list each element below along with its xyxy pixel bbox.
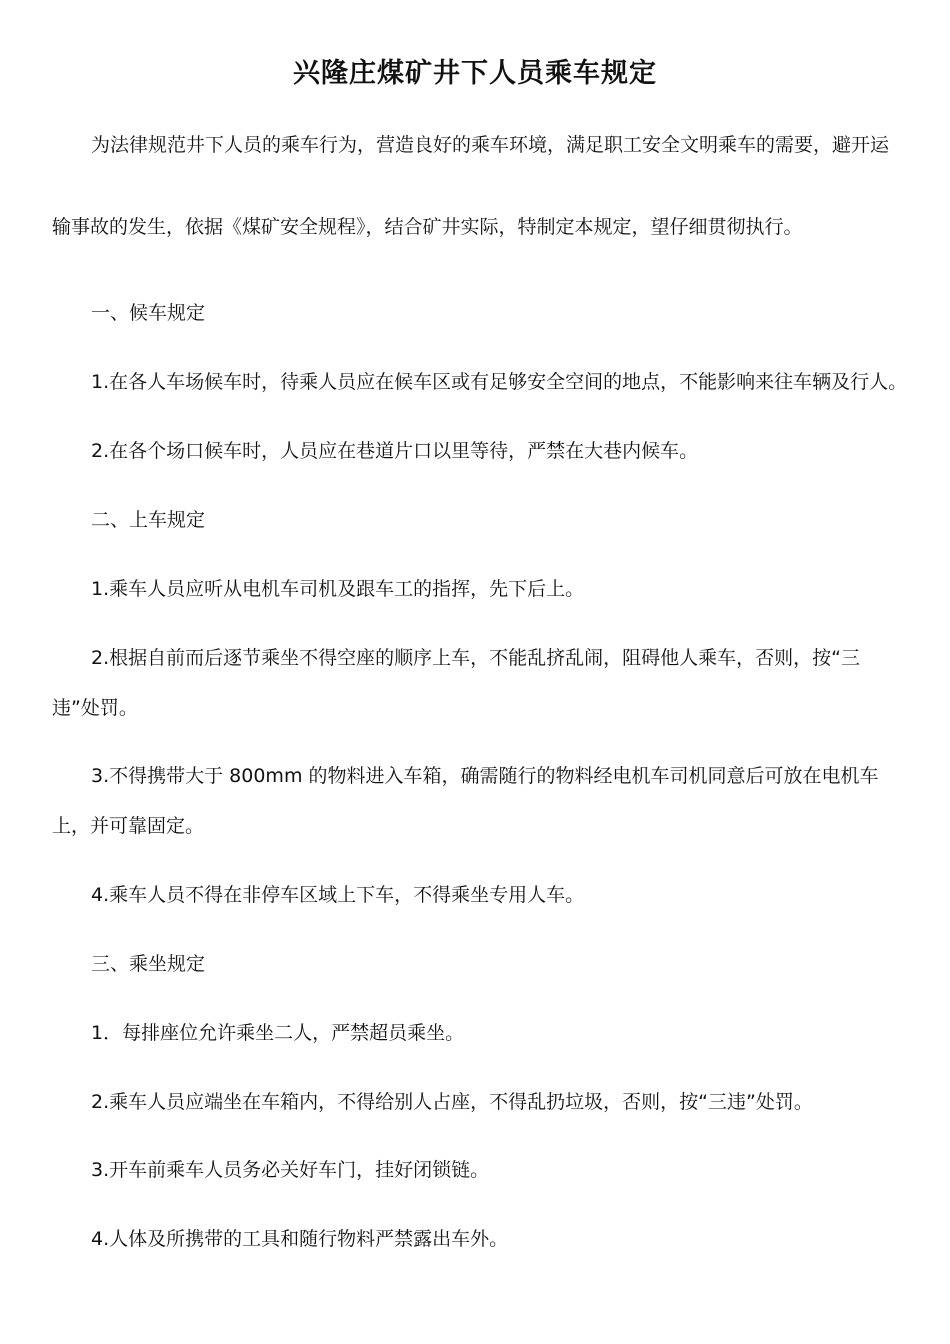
intro-paragraph-line-2: 输事故的发生，依据《煤矿安全规程》，结合矿井实际，特制定本规定，望仔细贯彻执行。 (52, 216, 803, 238)
boarding-rule-2-line-1: 2.根据自前而后逐节乘坐不得空座的顺序上车，不能乱挤乱闹，阻碍他人乘车，否则，按“三 (91, 647, 860, 669)
seating-rule-3: 3.开车前乘车人员务必关好车门，挂好闭锁链。 (91, 1159, 490, 1181)
boarding-rule-2-line-2: 违”处罚。 (52, 697, 138, 719)
seating-rule-2: 2.乘车人员应端坐在车箱内，不得给别人占座，不得乱扔垃圾，否则，按“三违”处罚。 (91, 1091, 813, 1113)
boarding-rule-4: 4.乘车人员不得在非停车区域上下车，不得乘坐专用人车。 (91, 884, 585, 906)
seating-rule-1: 1．每排座位允许乘坐二人，严禁超员乘坐。 (91, 1022, 465, 1044)
document-title: 兴隆庄煤矿井下人员乘车规定 (293, 58, 657, 89)
seating-rule-4: 4.人体及所携带的工具和随行物料严禁露出车外。 (91, 1228, 509, 1250)
boarding-rule-1: 1.乘车人员应听从电机车司机及跟车工的指挥，先下后上。 (91, 578, 585, 600)
section-heading-waiting: 一、候车规定 (91, 302, 206, 324)
waiting-rule-2: 2.在各个场口候车时，人员应在巷道片口以里等待，严禁在大巷内候车。 (91, 440, 699, 462)
boarding-rule-3-line-1: 3.不得携带大于 800mm 的物料进入车箱，确需随行的物料经电机车司机同意后可放在电机车 (91, 765, 879, 787)
waiting-rule-1: 1.在各人车场候车时，待乘人员应在候车区或有足够安全空间的地点，不能影响来往车辆及行人。 (91, 371, 908, 393)
boarding-rule-3-line-2: 上，并可靠固定。 (52, 815, 205, 837)
section-heading-seating: 三、乘坐规定 (91, 953, 206, 975)
section-heading-boarding: 二、上车规定 (91, 509, 206, 531)
intro-paragraph-line-1: 为法律规范井下人员的乘车行为，营造良好的乘车环境，满足职工安全文明乘车的需要，避开运 (91, 134, 890, 156)
